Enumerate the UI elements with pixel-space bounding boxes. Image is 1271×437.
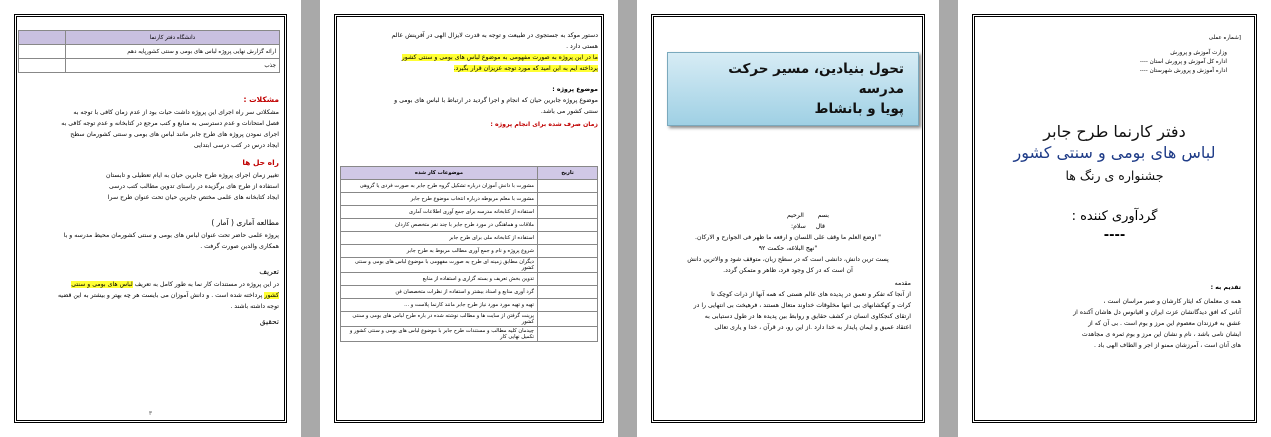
paragraph-line: توجه داشته باشند . [230, 303, 279, 310]
office-label: اداره کل آموزش و پرورش استان ---- [1139, 59, 1227, 65]
document-page-4 [958, 0, 1271, 437]
paragraph-line: اجرای نمودن پروژه های طرح جابر مانند لباس های بومی و سنتی کشورمان سطح [70, 131, 279, 138]
section-heading-definition: تعریف [259, 267, 279, 276]
document-page-2 [320, 0, 618, 437]
paragraph-line: ایجاد درس در کتب درسی ابتدایی [193, 142, 279, 149]
paragraph-line: در این پروژه در مستندات کار نما به طور کامل به تعریف لباس های بومی و سنتی [71, 281, 279, 288]
section-heading-stats: مطالعه آماری ( آمار ) [211, 218, 279, 227]
section-heading-research: تحقیق [259, 317, 279, 326]
info-table-row: جذب [66, 59, 280, 73]
table-row: پرینت گرفتن از سایت ها و مطالب نوشته شده در باره طرح لباس های بومی و سنتی کشور [341, 312, 598, 327]
table-row: تدوین بخش تعریف و بسته گزاری و استفاده از منابع [341, 273, 598, 286]
info-table-header: دانشگاه دفتر کارنما [66, 31, 280, 45]
table-row: دیگران مطابق زمینه ای طرح به صورت مفهومی با موضوع لباس های بومی و سنتی کشور [341, 258, 598, 273]
paragraph-line: پروژه علمی حاضر تحت عنوان لباس های بومی و سنتی کشورمان محیط مدرسه و با [63, 232, 279, 239]
paragraph-line: فصل امتحانات و عدم دسترسی به منابع و کتب مرجع در کتابخانه و عدم توجه کافی به [61, 120, 279, 127]
paragraph-line: ایجاد کتابخانه های علمی مختص جابرین حیان تحت عنوان طرح سرا [107, 194, 279, 201]
paragraph-line: سنتی کشور می باشد. [540, 108, 598, 115]
paragraph-line: های آنان است ، آمرزشان ممنو از اجر و الطاف الهی باد . [1093, 342, 1241, 349]
paragraph-line: موضوع پروژه جابرین حیان که انجام و اجرا گردید در ارتباط با لباس های بومی و [394, 97, 598, 104]
paragraph-line: پست ترین دانش، دانشی است که در سطح زبان، متوقف شود و والاترین دانش [687, 256, 889, 263]
paragraph-line: آن است که در کل وجود فرد، ظاهر و متمکن گردد. [723, 267, 853, 274]
title-box [667, 52, 919, 126]
paragraph-line: آنانی که افق دیدگانشان عزت ایران و اقیانوس دل هاشان آکنده از [1073, 309, 1241, 316]
section-heading-topic: موضوع پروژه : [552, 86, 598, 93]
paragraph-line: استفاده از طرح های برگزیده در راستای تدوین مطالب کتب درسی [108, 183, 279, 190]
section-heading-solutions: راه حل ها [242, 158, 279, 167]
info-table [18, 30, 280, 73]
col-header-topic: موضوعات کار شده [341, 167, 538, 180]
cover-title-block [982, 118, 1247, 243]
section-heading-time: زمان صرف شده برای انجام پروژه : [490, 121, 598, 128]
paragraph-line: دستور موکد به جستجوی در طبیعت و توجه به قدرت لایزال الهی در آفرینش عالم [391, 32, 598, 39]
cover-festival: جشنواره ی رنگ ها [1065, 168, 1164, 183]
paragraph-line: مشکلاتی سر راه اجرای این پروژه داشت حیات بود از عدم زمان کافی با توجه به [73, 109, 279, 116]
paragraph-line: عشق به فرزندان معصوم این مرز و بوم است . بی آن که از [1088, 320, 1241, 327]
section-heading-problems: مشکلات : [243, 95, 279, 104]
section-heading-intro: مقدمه [894, 280, 911, 287]
table-row: مشورت با دانش آموزان درباره تشکیل گروه طرح جابر به صورت فردی یا گروهی [341, 180, 598, 193]
table-row: استفاده از کتابخانه مدرسه برای جمع آوری اطلاعات آماری [341, 206, 598, 219]
paragraph-line: کرات و کهکشانهای بی انتها مخلوقات خداوند متعال هستند ، فرهیخت بی انتهایی را در [693, 302, 911, 309]
paragraph-line: هستی دارد . [566, 43, 598, 50]
page-number: ۳ [148, 410, 153, 417]
table-row: ملاقات و هماهنگی در مورد طرح جابر با چند نفر متخصص کاردان [341, 219, 598, 232]
highlighted-text: ما در این پروژه به صورت مفهومی به موضوع لباس های بومی و سنتی کشور [401, 54, 598, 61]
compiler-name: ---- [1103, 228, 1126, 243]
highlighted-text: لباس های بومی و سنتی [71, 281, 133, 288]
document-page-3: تحول بنیادین، مسیر حرکت مدرسه پویا و بانشاط بسم الرحیم قال سلام: " اوضع العلم ما وقف علی اللسان و ارفعه ما ظهر فی الجوارح و الارکان. "نهج البلاغه، حکمت ۹۲ پست ترین دانش، دانشی است که در سطح زبان، متوقف شود و والاترین دانش آن است که در کل وجود فرد، ظاهر و متمکن گردد. مقدمه از آنجا که تفکر و تعمق در پدیده های عالم هستی که همه آنها از ذرات کوچک تا کرات و کهکشانهای بی انتها مخلوقات خداوند متعال هستند ، فرهیخت بی انتهایی را در ارتقای کنجکاوی انسان در کشف حقایق و روابط بین پدیده ها در طول دستیابی به اعتقاد عمیق و ایمان پایدار به خدا دارد .از این رو، در قرآن ، خدا و یاری تعالی [637, 0, 939, 437]
paragraph-line: از آنجا که تفکر و تعمق در پدیده های عالم هستی که همه آنها از ذرات کوچک تا [711, 291, 911, 298]
highlighted-text: پرداخته ایم به این امید که مورد توجه عزیزان قرار بگیرد. [453, 65, 598, 72]
office-label: اداره آموزش و پرورش شهرستان ---- [1139, 68, 1227, 74]
name-label: [شماره عملی [1208, 35, 1241, 41]
cover-subtitle: لباس های بومی و سنتی کشور [1013, 143, 1216, 162]
title-line: تحول بنیادین، مسیر حرکت مدرسه [728, 61, 904, 97]
title-line: پویا و بانشاط [814, 101, 904, 117]
paragraph-line: همکاری والدین صورت گرفت . [200, 243, 279, 250]
col-header-date: تاریخ [538, 167, 598, 180]
project-time-table [340, 166, 598, 342]
paragraph-line: ارتقای کنجکاوی انسان در کشف حقایق و روابط بین پدیده ها در طول دستیابی به [704, 313, 911, 320]
dedication-heading: تقدیم به : [1210, 284, 1241, 291]
hadith-line: "نهج البلاغه، حکمت ۹۲ [758, 245, 818, 252]
paragraph-line: اعتقاد عمیق و ایمان پایدار به خدا دارد .از این رو، در قرآن ، خدا و یاری تعالی [714, 324, 911, 331]
paragraph-line: همه ی معلمان که ایثار کارشان و صبر مراسان است ، [1103, 298, 1241, 305]
compiler-label: گردآوری کننده : [1071, 209, 1158, 224]
cover-title: دفتر کارنما طرح جابر [1043, 122, 1186, 141]
info-table-row: ارائه گزارش نهایی پروژه لباس های بومی و سنتی کشورپایه دهم [66, 45, 280, 59]
table-row: چیدمان کلیه مطالب و مستندات طرح جابر با موضوع لباس های بومی و سنتی کشور و تکمیل نهایی کار [341, 327, 598, 342]
paragraph-line: کشور پرداخته شده است . و دانش آموزان می بایست هر چه بهتر و بیشتر به این قضیه [57, 292, 279, 299]
highlighted-text: کشور [264, 292, 279, 299]
table-row: استفاده از کتابخانه ملی برای طرح جابر [341, 232, 598, 245]
table-row: گرد آوری منابع و اسناد بیشتر و استفاده از نظرات متخصصان فن [341, 286, 598, 299]
table-row: مشورت با معلم مربوطه درباره انتخاب موضوع طرح جابر [341, 193, 598, 206]
paragraph-line: ایشان نامی باشد ، نام و نشان این مرز و بوم ثمره ی مجاهدت [1081, 331, 1241, 338]
paragraph-line: تغییر زمان اجرای پروژه طرح جابرین حیان به ایام تعطیلی و تابستان [105, 172, 279, 179]
table-row: تهیه و تهیه مورد مورد نیاز طرح جابر مانند کارنما پلاست و ... [341, 299, 598, 312]
ministry-label: وزارت آموزش و پرورش [1170, 50, 1227, 56]
document-page-1 [0, 0, 301, 437]
hadith-line: " اوضع العلم ما وقف علی اللسان و ارفعه ما ظهر فی الجوارح و الارکان. [695, 234, 881, 241]
table-row: شروع پروژه و نام و جمع آوری مطالب مربوط به طرح جابر [341, 245, 598, 258]
